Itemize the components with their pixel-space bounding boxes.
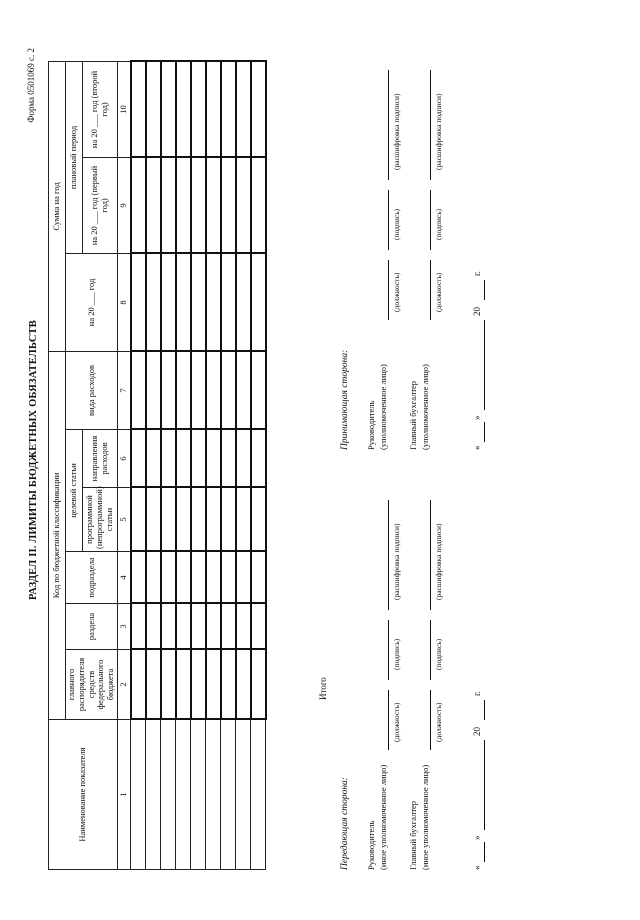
table-cell[interactable] <box>251 720 266 870</box>
table-cell[interactable] <box>206 61 221 157</box>
table-cell[interactable] <box>206 720 221 870</box>
col-num: 10 <box>117 61 131 157</box>
table-cell[interactable] <box>251 253 266 351</box>
head-sublabel: (иное уполномоченное лицо) <box>378 764 389 870</box>
position-caption: (должность) <box>392 702 402 742</box>
table-cell[interactable] <box>206 552 221 604</box>
table-cell[interactable] <box>131 253 146 351</box>
table-cell[interactable] <box>206 604 221 650</box>
form-number: Форма 0501069 с. 2 <box>26 48 36 123</box>
name-line[interactable] <box>388 70 389 180</box>
header-expense-type: вида расходов <box>66 351 118 429</box>
header-chief-admin: главного распорядителя средств федерального бюджета <box>66 650 118 720</box>
table-cell[interactable] <box>161 650 176 720</box>
accountant-signature-row <box>420 50 450 450</box>
table-cell[interactable] <box>146 604 161 650</box>
table-cell[interactable] <box>191 351 206 429</box>
table-cell[interactable] <box>236 61 251 157</box>
header-target-article: целевой статьи <box>66 430 83 552</box>
signature-caption: (подпись) <box>434 208 444 240</box>
position-line[interactable] <box>430 690 431 750</box>
table-cell[interactable] <box>191 253 206 351</box>
col-num: 9 <box>117 157 131 253</box>
table-cell[interactable] <box>221 552 236 604</box>
table-cell[interactable] <box>131 157 146 253</box>
name-caption: (расшифровка подписи) <box>434 93 444 170</box>
head-signature-row <box>378 50 408 450</box>
table-cell[interactable] <box>146 430 161 488</box>
header-budget-code: Код по бюджетной классификации <box>49 351 66 719</box>
table-cell[interactable] <box>221 351 236 429</box>
signature-line[interactable] <box>388 190 389 250</box>
col-num: 6 <box>117 430 131 488</box>
position-line[interactable] <box>388 260 389 320</box>
date-year-prefix: 20 <box>472 727 483 736</box>
table-cell[interactable] <box>176 604 191 650</box>
header-first-year: на 20 ___ год (первый год) <box>83 157 118 253</box>
head-signature-row <box>378 470 408 870</box>
table-cell[interactable] <box>161 604 176 650</box>
table-cell[interactable] <box>251 157 266 253</box>
table-row <box>221 61 236 869</box>
table-cell[interactable] <box>161 157 176 253</box>
table-cell[interactable] <box>221 604 236 650</box>
position-caption: (должность) <box>392 272 402 312</box>
signature-line[interactable] <box>430 620 431 680</box>
table-cell[interactable] <box>191 604 206 650</box>
date-close-quote: » <box>472 415 483 420</box>
head-label: Руководитель <box>366 400 376 450</box>
col-num: 5 <box>117 488 131 552</box>
accountant-signature-row <box>420 470 450 870</box>
col-num: 3 <box>117 604 131 650</box>
table-cell[interactable] <box>206 430 221 488</box>
table-cell[interactable] <box>191 720 206 870</box>
table-cell[interactable] <box>191 61 206 157</box>
table-cell[interactable] <box>251 604 266 650</box>
table-cell[interactable] <box>176 430 191 488</box>
table-cell[interactable] <box>221 157 236 253</box>
header-sum-per-year: Сумма на год <box>49 61 66 351</box>
header-indicator-name: Наименование показателя <box>49 720 118 870</box>
table-cell[interactable] <box>146 351 161 429</box>
table-cell[interactable] <box>161 253 176 351</box>
table-cell[interactable] <box>191 157 206 253</box>
table-cell[interactable] <box>161 430 176 488</box>
signatures-area <box>340 50 610 870</box>
table-cell[interactable] <box>206 253 221 351</box>
col-num: 4 <box>117 552 131 604</box>
name-caption: (расшифровка подписи) <box>434 523 444 600</box>
table-cell[interactable] <box>131 61 146 157</box>
table-row <box>146 61 161 869</box>
table-cell[interactable] <box>131 604 146 650</box>
table-cell[interactable] <box>236 720 251 870</box>
table-cell[interactable] <box>176 253 191 351</box>
date-year-prefix: 20 <box>472 307 483 316</box>
year-line[interactable] <box>484 280 485 300</box>
table-cell[interactable] <box>236 430 251 488</box>
table-cell[interactable] <box>146 488 161 552</box>
table-cell[interactable] <box>236 351 251 429</box>
table-cell[interactable] <box>206 650 221 720</box>
table-cell[interactable] <box>251 650 266 720</box>
date-open-quote: « <box>472 445 483 450</box>
table-cell[interactable] <box>251 351 266 429</box>
table-cell[interactable] <box>131 720 146 870</box>
table-cell[interactable] <box>131 650 146 720</box>
receiving-side <box>340 50 610 450</box>
receiving-side-title: Принимающая сторона: <box>340 349 350 450</box>
table-cell[interactable] <box>236 157 251 253</box>
accountant-label: Главный бухгалтер <box>408 380 419 450</box>
header-program-article: программной (непрограммной) статьи <box>83 488 118 552</box>
name-caption: (расшифровка подписи) <box>392 93 402 170</box>
date-row <box>472 470 492 870</box>
header-planning-period: плановый период <box>66 61 83 253</box>
table-cell[interactable] <box>221 720 236 870</box>
table-cell[interactable] <box>236 253 251 351</box>
name-line[interactable] <box>388 500 389 610</box>
name-line[interactable] <box>430 500 431 610</box>
table-cell[interactable] <box>131 488 146 552</box>
table-cell[interactable] <box>146 61 161 157</box>
signature-caption: (подпись) <box>392 208 402 240</box>
table-cell[interactable] <box>221 61 236 157</box>
date-open-quote: « <box>472 865 483 870</box>
header-subsection: подраздела <box>66 552 118 604</box>
accountant-sublabel: (уполномоченное лицо) <box>420 364 431 450</box>
table-cell[interactable] <box>191 552 206 604</box>
table-cell[interactable] <box>161 720 176 870</box>
table-cell[interactable] <box>236 488 251 552</box>
table-row <box>251 61 266 869</box>
table-cell[interactable] <box>161 351 176 429</box>
header-second-year: на 20 ___ год (второй год) <box>83 61 118 157</box>
table-cell[interactable] <box>176 650 191 720</box>
table-cell[interactable] <box>146 720 161 870</box>
signature-caption: (подпись) <box>434 638 444 670</box>
date-year-suffix: г. <box>472 271 483 276</box>
position-line[interactable] <box>388 690 389 750</box>
table-cell[interactable] <box>191 488 206 552</box>
col-num: 7 <box>117 351 131 429</box>
table-cell[interactable] <box>191 650 206 720</box>
column-numbers-row <box>117 61 131 869</box>
position-caption: (должность) <box>434 272 444 312</box>
table-cell[interactable] <box>146 650 161 720</box>
table-cell[interactable] <box>236 650 251 720</box>
signature-line[interactable] <box>430 190 431 250</box>
date-row <box>472 50 492 450</box>
transferring-side-title: Передающая сторона: <box>340 777 350 870</box>
total-label: Итого <box>318 677 328 700</box>
name-line[interactable] <box>430 70 431 180</box>
col-num: 8 <box>117 253 131 351</box>
table-cell[interactable] <box>221 650 236 720</box>
table-cell[interactable] <box>161 488 176 552</box>
table-cell[interactable] <box>146 157 161 253</box>
table-row <box>176 61 191 869</box>
rotated-form-content <box>20 30 620 890</box>
table-row <box>131 61 146 869</box>
table-cell[interactable] <box>221 253 236 351</box>
signature-line[interactable] <box>388 620 389 680</box>
table-cell[interactable] <box>221 430 236 488</box>
date-year-suffix: г. <box>472 691 483 696</box>
year-line[interactable] <box>484 700 485 720</box>
head-sublabel: (уполномоченное лицо) <box>378 364 389 450</box>
section-title: РАЗДЕЛ II. ЛИМИТЫ БЮДЖЕТНЫХ ОБЯЗАТЕЛЬСТВ <box>28 319 39 601</box>
position-line[interactable] <box>430 260 431 320</box>
table-cell[interactable] <box>251 61 266 157</box>
table-cell[interactable] <box>176 720 191 870</box>
table-cell[interactable] <box>251 488 266 552</box>
table-row <box>236 61 251 869</box>
table-cell[interactable] <box>206 488 221 552</box>
table-cell[interactable] <box>146 552 161 604</box>
table-cell[interactable] <box>161 61 176 157</box>
table-cell[interactable] <box>191 430 206 488</box>
table-cell[interactable] <box>146 253 161 351</box>
accountant-sublabel: (иное уполномоченное лицо) <box>420 764 431 870</box>
table-cell[interactable] <box>251 430 266 488</box>
day-line[interactable] <box>484 842 485 862</box>
month-line[interactable] <box>484 320 485 410</box>
date-close-quote: » <box>472 835 483 840</box>
table-cell[interactable] <box>131 351 146 429</box>
col-num: 1 <box>117 720 131 870</box>
table-row <box>191 61 206 869</box>
table-cell[interactable] <box>176 157 191 253</box>
day-line[interactable] <box>484 422 485 442</box>
signature-caption: (подпись) <box>392 638 402 670</box>
table-cell[interactable] <box>131 552 146 604</box>
name-caption: (расшифровка подписи) <box>392 523 402 600</box>
col-num: 2 <box>117 650 131 720</box>
table-cell[interactable] <box>176 488 191 552</box>
table-cell[interactable] <box>176 61 191 157</box>
table-cell[interactable] <box>206 157 221 253</box>
table-row <box>206 61 221 869</box>
table-cell[interactable] <box>236 604 251 650</box>
table-cell[interactable] <box>161 552 176 604</box>
accountant-label: Главный бухгалтер <box>408 800 419 870</box>
table-cell[interactable] <box>176 351 191 429</box>
head-label: Руководитель <box>366 820 376 870</box>
table-row <box>161 61 176 869</box>
position-caption: (должность) <box>434 702 444 742</box>
limits-table <box>48 60 267 870</box>
table-cell[interactable] <box>221 488 236 552</box>
header-section: раздела <box>66 604 118 650</box>
table-cell[interactable] <box>251 552 266 604</box>
table-cell[interactable] <box>236 552 251 604</box>
header-current-year: на 20 ___ год <box>66 253 118 351</box>
header-expense-direction: направления расходов <box>83 430 118 488</box>
table-cell[interactable] <box>206 351 221 429</box>
transferring-side <box>340 470 610 870</box>
month-line[interactable] <box>484 740 485 830</box>
table-cell[interactable] <box>176 552 191 604</box>
table-cell[interactable] <box>131 430 146 488</box>
